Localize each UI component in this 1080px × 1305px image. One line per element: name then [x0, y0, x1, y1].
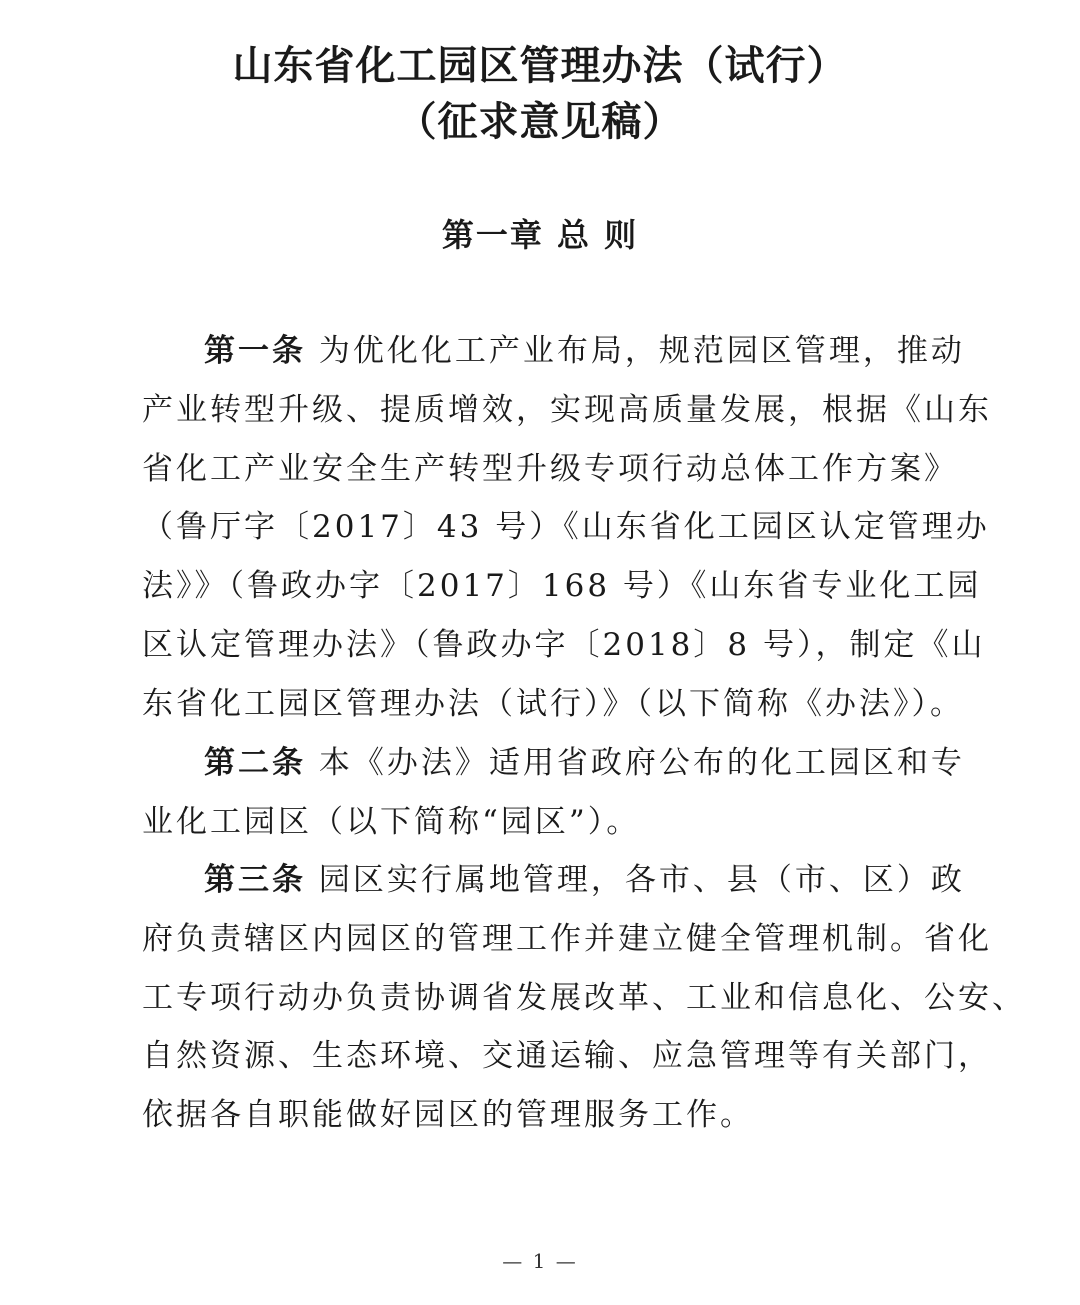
article-line: 东省化工园区管理办法（试行）》（以下简称《办法》）。 — [142, 685, 964, 722]
article-3 — [142, 851, 1026, 1145]
article-2 — [142, 734, 965, 852]
article-label: 第一条 — [204, 333, 306, 369]
article-1 — [142, 322, 992, 734]
document-title: 山东省化工园区管理办法（试行） — [232, 42, 848, 89]
article-line: （鲁厅字〔2017〕43 号）《山东省化工园区认定管理办 — [142, 509, 990, 546]
article-label: 第三条 — [204, 862, 306, 898]
article-line: 自然资源、生态环境、交通运输、应急管理等有关部门， — [142, 1038, 992, 1075]
page-number: — 1 — — [502, 1249, 578, 1273]
article-line: 工专项行动办负责协调省发展改革、工业和信息化、公安、 — [142, 979, 1026, 1016]
article-text: 本《办法》适用省政府公布的化工园区和专 — [306, 745, 965, 781]
article-line: 府负责辖区内园区的管理工作并建立健全管理机制。省化 — [142, 920, 992, 957]
article-text: 园区实行属地管理，各市、县（市、区）政 — [306, 862, 965, 898]
article-line: 省化工产业安全生产转型升级专项行动总体工作方案》 — [142, 450, 958, 487]
article-label: 第二条 — [204, 745, 306, 781]
article-line: 区认定管理办法》（鲁政办字〔2018〕8 号），制定《山 — [142, 626, 986, 663]
document-subtitle: （征求意见稿） — [396, 98, 684, 145]
article-line — [142, 322, 965, 381]
article-line: 产业转型升级、提质增效，实现高质量发展，根据《山东 — [142, 391, 992, 428]
article-line: 业化工园区（以下简称“园区”）。 — [142, 803, 641, 840]
article-line: 依据各自职能做好园区的管理服务工作。 — [142, 1097, 754, 1134]
article-line: 法》》（鲁政办字〔2017〕168 号）《山东省专业化工园 — [142, 568, 982, 605]
article-line — [142, 734, 965, 793]
chapter-heading: 第一章 总 则 — [441, 216, 639, 254]
article-text: 为优化化工产业布局，规范园区管理，推动 — [306, 333, 965, 369]
article-line — [142, 851, 965, 910]
